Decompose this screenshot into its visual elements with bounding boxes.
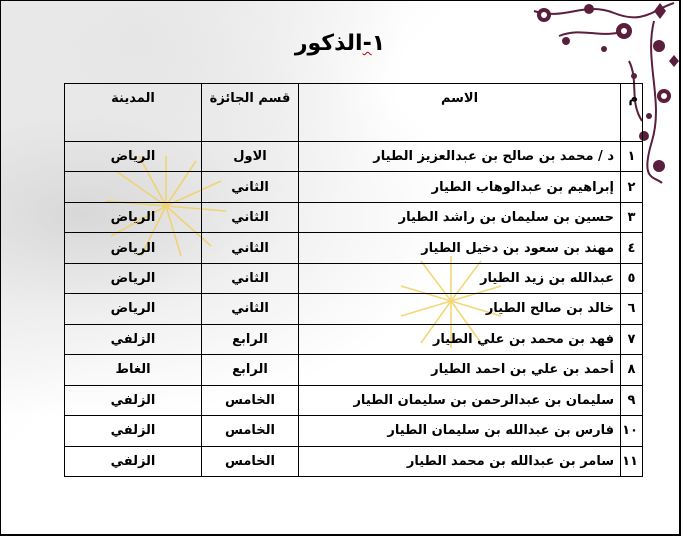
row-name: د / محمد بن صالح بن عبدالعزيز الطيار [299, 142, 621, 172]
row-city: الغاط [65, 355, 202, 385]
table-row [65, 233, 643, 263]
row-city: الزلفي [65, 324, 202, 354]
table-row [65, 142, 643, 172]
header-num: م [621, 84, 643, 142]
row-prize: الخامس [202, 446, 299, 476]
header-name: الاسم [299, 84, 621, 142]
row-city: الزلفي [65, 416, 202, 446]
row-name: عبدالله بن زيد الطيار [299, 263, 621, 293]
table-row [65, 416, 643, 446]
row-prize: الخامس [202, 416, 299, 446]
row-prize: الرابع [202, 324, 299, 354]
row-prize: الثاني [202, 263, 299, 293]
table-header-row [65, 84, 643, 142]
row-prize: الثاني [202, 233, 299, 263]
row-num: ٢ [621, 172, 643, 202]
row-name: فارس بن عبدالله بن سليمان الطيار [299, 416, 621, 446]
row-prize: الاول [202, 142, 299, 172]
table-row [65, 446, 643, 476]
title-dash: - [362, 31, 372, 56]
row-prize: الثاني [202, 294, 299, 324]
header-city: المدينة [65, 84, 202, 142]
row-prize: الخامس [202, 385, 299, 415]
row-name: حسين بن سليمان بن راشد الطيار [299, 202, 621, 232]
table-row [65, 355, 643, 385]
table-row [65, 385, 643, 415]
row-city [65, 172, 202, 202]
page-title [1, 31, 679, 56]
row-city: الرياض [65, 142, 202, 172]
table-row [65, 172, 643, 202]
row-city: الرياض [65, 294, 202, 324]
row-name: سامر بن عبدالله بن محمد الطيار [299, 446, 621, 476]
winners-table [64, 83, 643, 477]
row-prize: الثاني [202, 202, 299, 232]
table-row [65, 294, 643, 324]
title-text: الذكور [294, 31, 363, 56]
row-name: أحمد بن علي بن احمد الطيار [299, 355, 621, 385]
table-row [65, 324, 643, 354]
row-name: مهند بن سعود بن دخيل الطيار [299, 233, 621, 263]
row-num: ١ [621, 142, 643, 172]
row-num: ١١ [621, 446, 643, 476]
row-num: ٣ [621, 202, 643, 232]
row-name: سليمان بن عبدالرحمن بن سليمان الطيار [299, 385, 621, 415]
row-city: الزلفي [65, 446, 202, 476]
row-prize: الرابع [202, 355, 299, 385]
header-prize: قسم الجائزة [202, 84, 299, 142]
title-number: ١ [371, 31, 386, 56]
row-city: الرياض [65, 263, 202, 293]
row-name: خالد بن صالح الطيار [299, 294, 621, 324]
row-city: الزلفي [65, 385, 202, 415]
row-num: ٦ [621, 294, 643, 324]
row-name: فهد بن محمد بن علي الطيار [299, 324, 621, 354]
row-num: ١٠ [621, 416, 643, 446]
row-city: الرياض [65, 202, 202, 232]
row-num: ٨ [621, 355, 643, 385]
row-name: إبراهيم بن عبدالوهاب الطيار [299, 172, 621, 202]
table-row [65, 263, 643, 293]
row-prize: الثاني [202, 172, 299, 202]
row-num: ٩ [621, 385, 643, 415]
row-num: ٧ [621, 324, 643, 354]
row-num: ٤ [621, 233, 643, 263]
table-row [65, 202, 643, 232]
row-num: ٥ [621, 263, 643, 293]
row-city: الرياض [65, 233, 202, 263]
